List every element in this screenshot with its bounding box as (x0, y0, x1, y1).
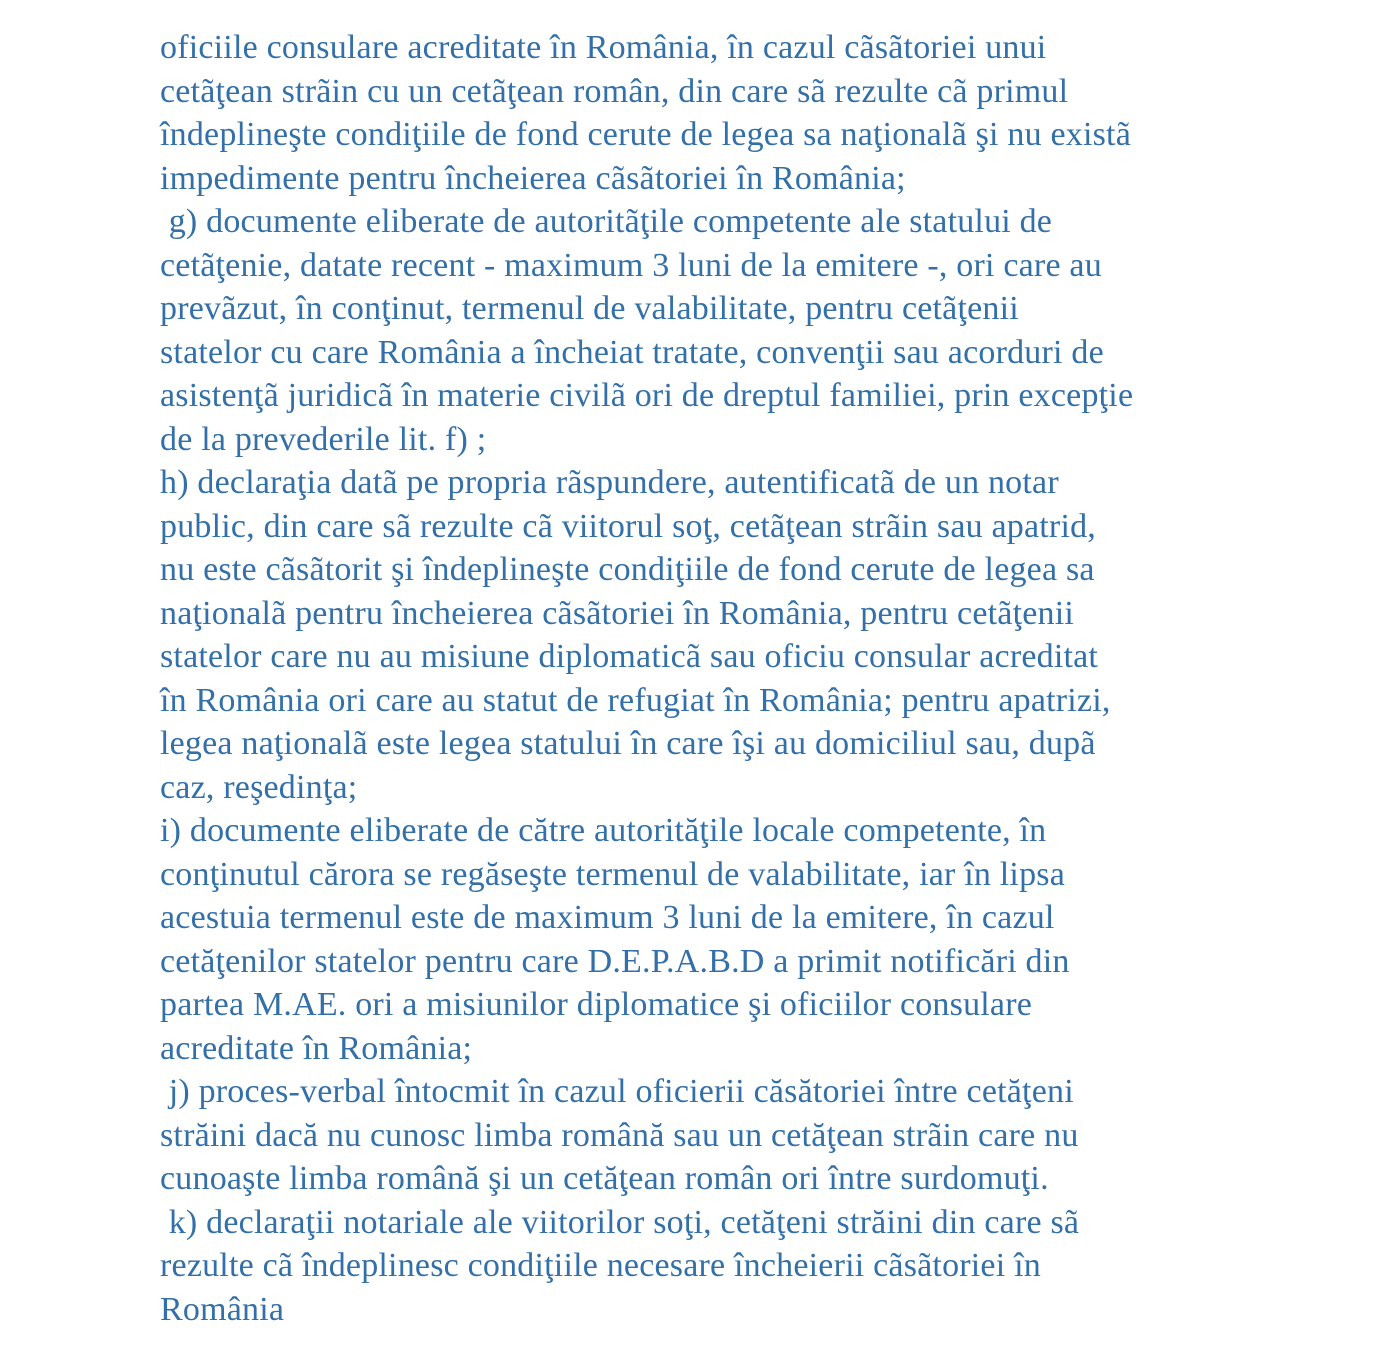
text-line: g) documente eliberate de autoritãţile competente ale statului de (160, 203, 1053, 240)
text-line: caz, reşedinţa; (160, 768, 358, 806)
text-line: oficiile consulare acreditate în România, în cazul cãsãtoriei unui (160, 29, 1047, 66)
text-line: legea naţionalã este legea statului în care îşi au domiciliul sau, dupã (160, 725, 1096, 762)
document-body (160, 26, 1370, 1331)
text-line: impedimente pentru încheierea cãsãtoriei în România; (160, 159, 906, 197)
text-line: cetăţenilor statelor pentru care D.E.P.A.B.D a primit notificări din (160, 942, 1070, 980)
paragraph-intro-continuation (160, 26, 1370, 200)
paragraph-item-h (160, 461, 1370, 809)
text-line: conţinutul cărora se regăseşte termenul de valabilitate, iar în lipsa (160, 855, 1066, 893)
text-line: rezulte cã îndeplinesc condiţiile necesare încheierii cãsãtoriei în (160, 1247, 1041, 1284)
text-line: acestuia termenul este de maximum 3 luni de la emitere, în cazul (160, 899, 1055, 936)
text-line: nu este cãsãtorit şi îndeplineşte condiţiile de fond cerute de legea sa (160, 551, 1095, 588)
paragraph-item-g (160, 200, 1370, 461)
text-line: cunoaşte limba română şi un cetăţean român ori între surdomuţi. (160, 1160, 1049, 1197)
text-line: statelor care nu au misiune diplomaticã sau oficiu consular acreditat (160, 638, 1099, 675)
text-line: cetãţean strãin cu un cetãţean român, din care sã rezulte cã primul (160, 72, 1069, 110)
paragraph-item-i (160, 809, 1370, 1070)
text-line: cetãţenie, datate recent - maximum 3 luni de la emitere -, ori care au (160, 246, 1102, 284)
text-line: acreditate în România; (160, 1029, 473, 1067)
text-line: România (160, 1290, 285, 1328)
text-line: j) proces-verbal întocmit în cazul oficierii căsătoriei între cetăţeni (160, 1073, 1074, 1110)
paragraph-item-k (160, 1201, 1370, 1332)
text-line: statelor cu care România a încheiat tratate, convenţii sau acorduri de (160, 333, 1104, 371)
text-line: partea M.AE. ori a misiunilor diplomatice şi oficiilor consulare (160, 986, 1033, 1023)
text-line: naţionalã pentru încheierea cãsãtoriei în România, pentru cetãţenii (160, 594, 1075, 632)
text-line: i) documente eliberate de către autorităţile locale competente, în (160, 812, 1047, 849)
text-line: îndeplineşte condiţiile de fond cerute de legea sa naţionalã şi nu existã (160, 116, 1131, 153)
paragraph-item-j (160, 1070, 1370, 1201)
text-line: prevãzut, în conţinut, termenul de valabilitate, pentru cetãţenii (160, 290, 1019, 327)
text-line: h) declaraţia datã pe propria rãspundere, autentificatã de un notar (160, 464, 1059, 501)
text-line: k) declaraţii notariale ale viitorilor soţi, cetăţeni străini din care sã (160, 1203, 1080, 1241)
text-line: în România ori care au statut de refugiat în România; pentru apatrizi, (160, 681, 1111, 719)
text-line: străini dacă nu cunosc limba română sau un cetăţean strãin care nu (160, 1116, 1079, 1154)
text-line: de la prevederile lit. f) ; (160, 420, 487, 458)
text-line: public, din care sã rezulte cã viitorul soţ, cetãţean strãin sau apatrid, (160, 507, 1097, 545)
text-line: asistenţã juridicã în materie civilã ori de dreptul familiei, prin excepţie (160, 377, 1134, 414)
